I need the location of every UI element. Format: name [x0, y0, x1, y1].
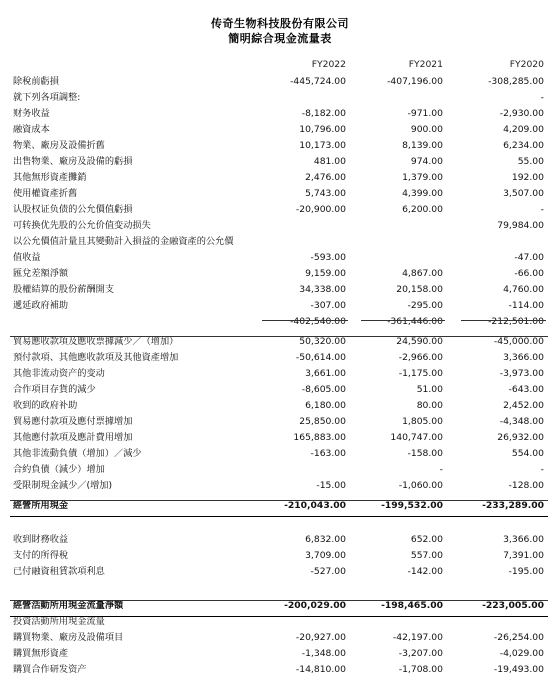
value-cell-fy2022: -15.00: [316, 480, 346, 491]
table-row: [0, 478, 560, 494]
value-cell-fy2021: -2,966.00: [398, 352, 443, 363]
value-cell-fy2022: 6,832.00: [305, 534, 346, 545]
table-row: [0, 350, 560, 366]
table-row: [0, 202, 560, 218]
subtotal-rule-fy2022: [262, 320, 348, 321]
value-cell-fy2021: -361,446.00: [387, 316, 443, 327]
value-cell-fy2020: -: [540, 92, 544, 103]
value-cell-fy2020: 7,391.00: [503, 550, 544, 561]
value-cell-fy2022: -527.00: [310, 566, 346, 577]
value-cell-fy2021: -142.00: [407, 566, 443, 577]
value-cell-fy2022: -20,900.00: [295, 204, 346, 215]
column-header-fy2022: FY2022: [311, 59, 346, 70]
row-label: 遞延政府補助: [13, 300, 69, 311]
value-cell-fy2021: -1,708.00: [398, 664, 443, 675]
value-cell-fy2022: -593.00: [310, 252, 346, 263]
value-cell-fy2021: -42,197.00: [392, 632, 443, 643]
row-label: 其他無形資產攤銷: [13, 172, 87, 183]
value-cell-fy2020: -45,000.00: [493, 336, 544, 347]
value-cell-fy2020: -212,501.00: [488, 316, 544, 327]
value-cell-fy2022: -163.00: [310, 448, 346, 459]
table-row: [0, 564, 560, 580]
row-label: 合約負債（減少）增加: [13, 464, 105, 475]
value-cell-fy2022: 2,476.00: [305, 172, 346, 183]
table-row: [0, 250, 560, 266]
value-cell-fy2020: 4,760.00: [503, 284, 544, 295]
table-row: [0, 382, 560, 398]
value-cell-fy2020: -114.00: [508, 300, 544, 311]
row-label: 購買物業、廠房及設備項目: [13, 632, 124, 643]
row-label: 預付款項、其他應收款項及其他資產增加: [13, 352, 179, 363]
row-label: 購買無形資產: [13, 648, 69, 659]
subtotal-rule-fy2020: [461, 320, 546, 321]
row-label: 已付融資租賃款項利息: [13, 566, 105, 577]
row-label: 出售物業、廠房及設備的虧損: [13, 156, 133, 167]
row-label: 購買合作研发资产: [13, 664, 87, 675]
row-label: 貿易應付款項及應付票據增加: [13, 416, 133, 427]
row-label: 合作項目存貨的減少: [13, 384, 96, 395]
row-label: 其他非流動負債（增加）／減少: [13, 448, 142, 459]
table-row: [0, 548, 560, 564]
net-cash-rule-bottom: [10, 616, 548, 617]
value-cell-fy2021: 140,747.00: [390, 432, 443, 443]
row-label: 受限制現金減少／(增加): [13, 480, 113, 491]
table-row: [0, 170, 560, 186]
row-label: 收到財務收益: [13, 534, 69, 545]
table-row: [0, 218, 560, 234]
row-label: 經營活動所用現金流量淨額: [13, 600, 124, 611]
value-cell-fy2022: -200,029.00: [284, 600, 346, 611]
table-row: [0, 414, 560, 430]
value-cell-fy2020: 26,932.00: [497, 432, 544, 443]
row-label: 融資成本: [13, 124, 50, 135]
value-cell-fy2022: 5,743.00: [305, 188, 346, 199]
value-cell-fy2020: -47.00: [514, 252, 544, 263]
row-label: 财务收益: [13, 108, 50, 119]
value-cell-fy2020: -195.00: [508, 566, 544, 577]
value-cell-fy2022: 6,180.00: [305, 400, 346, 411]
table-row: [0, 446, 560, 462]
value-cell-fy2020: 6,234.00: [503, 140, 544, 151]
value-cell-fy2021: 24,590.00: [396, 336, 443, 347]
table-row: [0, 106, 560, 122]
row-label: 可转换优先股的公允价值变动损失: [13, 220, 151, 231]
net-cash-rule-top: [10, 600, 548, 601]
value-cell-fy2021: -295.00: [407, 300, 443, 311]
value-cell-fy2022: 10,796.00: [299, 124, 346, 135]
value-cell-fy2021: -971.00: [407, 108, 443, 119]
value-cell-fy2022: 3,709.00: [305, 550, 346, 561]
row-label: 股權結算的股份薪酬開支: [13, 284, 115, 295]
value-cell-fy2021: 974.00: [410, 156, 443, 167]
value-cell-fy2021: -1,060.00: [398, 480, 443, 491]
value-cell-fy2020: 554.00: [511, 448, 544, 459]
table-row: [0, 662, 560, 678]
value-cell-fy2020: -308,285.00: [488, 76, 544, 87]
value-cell-fy2021: -407,196.00: [387, 76, 443, 87]
value-cell-fy2021: -: [439, 464, 443, 475]
value-cell-fy2020: -2,930.00: [499, 108, 544, 119]
value-cell-fy2022: -402,540.00: [290, 316, 346, 327]
table-row: [0, 266, 560, 282]
value-cell-fy2022: 25,850.00: [299, 416, 346, 427]
value-cell-fy2022: -14,810.00: [295, 664, 346, 675]
row-label: 貿易應收款項及應收票據減少／（增加）: [13, 336, 179, 347]
row-label: 投資活動所用現金流量: [13, 616, 105, 627]
table-row: [0, 138, 560, 154]
table-row: [0, 186, 560, 202]
row-label: 支付的所得稅: [13, 550, 69, 561]
value-cell-fy2020: 192.00: [511, 172, 544, 183]
row-label: 收到的政府补助: [13, 400, 78, 411]
value-cell-fy2021: -158.00: [407, 448, 443, 459]
row-label: 使用權資產折舊: [13, 188, 78, 199]
row-label: 其他應付款項及應計費用增加: [13, 432, 133, 443]
table-row: [0, 430, 560, 446]
table-row: [0, 122, 560, 138]
value-cell-fy2020: 3,366.00: [503, 352, 544, 363]
value-cell-fy2021: 20,158.00: [396, 284, 443, 295]
row-label: 除稅前虧損: [13, 76, 59, 87]
value-cell-fy2022: 481.00: [313, 156, 346, 167]
row-label: 經營所用現金: [13, 500, 69, 511]
value-cell-fy2021: -3,207.00: [398, 648, 443, 659]
value-cell-fy2020: -26,254.00: [493, 632, 544, 643]
value-cell-fy2020: -233,289.00: [482, 500, 544, 511]
value-cell-fy2021: 4,867.00: [402, 268, 443, 279]
table-row: [0, 532, 560, 548]
section-divider: [10, 336, 548, 337]
table-row: [0, 646, 560, 662]
value-cell-fy2020: -19,493.00: [493, 664, 544, 675]
table-row: [0, 314, 560, 330]
value-cell-fy2022: -8,605.00: [301, 384, 346, 395]
value-cell-fy2020: -223,005.00: [482, 600, 544, 611]
table-row: [0, 630, 560, 646]
row-label: 认股权证负债的公允價值虧損: [13, 204, 133, 215]
company-title: 传奇生物科技股份有限公司: [211, 17, 349, 30]
value-cell-fy2021: 900.00: [410, 124, 443, 135]
table-row: [0, 282, 560, 298]
value-cell-fy2020: -: [540, 464, 544, 475]
value-cell-fy2022: 50,320.00: [299, 336, 346, 347]
value-cell-fy2021: 4,399.00: [402, 188, 443, 199]
subtotal-rule-fy2021: [361, 320, 445, 321]
value-cell-fy2021: 1,805.00: [402, 416, 443, 427]
table-row: [0, 398, 560, 414]
column-header-fy2021: FY2021: [408, 59, 443, 70]
row-label: 以公允價值計量且其變動計入損益的金融資產的公允價: [13, 236, 234, 247]
value-cell-fy2021: 80.00: [416, 400, 443, 411]
value-cell-fy2022: -445,724.00: [290, 76, 346, 87]
value-cell-fy2020: 4,209.00: [503, 124, 544, 135]
value-cell-fy2021: 6,200.00: [402, 204, 443, 215]
value-cell-fy2020: -4,029.00: [499, 648, 544, 659]
value-cell-fy2020: 2,452.00: [503, 400, 544, 411]
value-cell-fy2021: -1,175.00: [398, 368, 443, 379]
value-cell-fy2020: 3,366.00: [503, 534, 544, 545]
total-rule-top: [10, 500, 548, 501]
table-row: [0, 90, 560, 106]
row-label: 匯兌差額淨額: [13, 268, 69, 279]
value-cell-fy2022: 3,661.00: [305, 368, 346, 379]
value-cell-fy2022: -50,614.00: [295, 352, 346, 363]
value-cell-fy2020: -128.00: [508, 480, 544, 491]
value-cell-fy2022: -307.00: [310, 300, 346, 311]
value-cell-fy2020: -4,348.00: [499, 416, 544, 427]
table-row: [0, 366, 560, 382]
value-cell-fy2022: -1,348.00: [301, 648, 346, 659]
column-header-fy2020: FY2020: [509, 59, 544, 70]
table-row: [0, 298, 560, 314]
value-cell-fy2021: 1,379.00: [402, 172, 443, 183]
value-cell-fy2020: -3,973.00: [499, 368, 544, 379]
statement-title: 簡明綜合現金流量表: [228, 32, 332, 45]
value-cell-fy2022: 34,338.00: [299, 284, 346, 295]
value-cell-fy2020: -: [540, 204, 544, 215]
value-cell-fy2022: 165,883.00: [293, 432, 346, 443]
value-cell-fy2021: -199,532.00: [381, 500, 443, 511]
row-label: 其他非流动资产的变动: [13, 368, 105, 379]
value-cell-fy2022: -20,927.00: [295, 632, 346, 643]
table-row: [0, 74, 560, 90]
row-label: 物業、廠房及設備折舊: [13, 140, 105, 151]
value-cell-fy2020: 79,984.00: [497, 220, 544, 231]
value-cell-fy2022: -8,182.00: [301, 108, 346, 119]
row-label: 就下列各項調整:: [13, 92, 81, 103]
value-cell-fy2021: -198,465.00: [381, 600, 443, 611]
value-cell-fy2022: 10,173.00: [299, 140, 346, 151]
value-cell-fy2021: 652.00: [410, 534, 443, 545]
value-cell-fy2020: -66.00: [514, 268, 544, 279]
total-rule-bottom: [10, 516, 548, 517]
value-cell-fy2021: 8,139.00: [402, 140, 443, 151]
table-row: [0, 462, 560, 478]
value-cell-fy2020: 3,507.00: [503, 188, 544, 199]
value-cell-fy2020: 55.00: [517, 156, 544, 167]
value-cell-fy2022: -210,043.00: [284, 500, 346, 511]
value-cell-fy2021: 51.00: [416, 384, 443, 395]
table-row: [0, 234, 560, 250]
value-cell-fy2021: 557.00: [410, 550, 443, 561]
row-label: 值收益: [13, 252, 41, 263]
value-cell-fy2022: 9,159.00: [305, 268, 346, 279]
table-row: [0, 154, 560, 170]
value-cell-fy2020: -643.00: [508, 384, 544, 395]
